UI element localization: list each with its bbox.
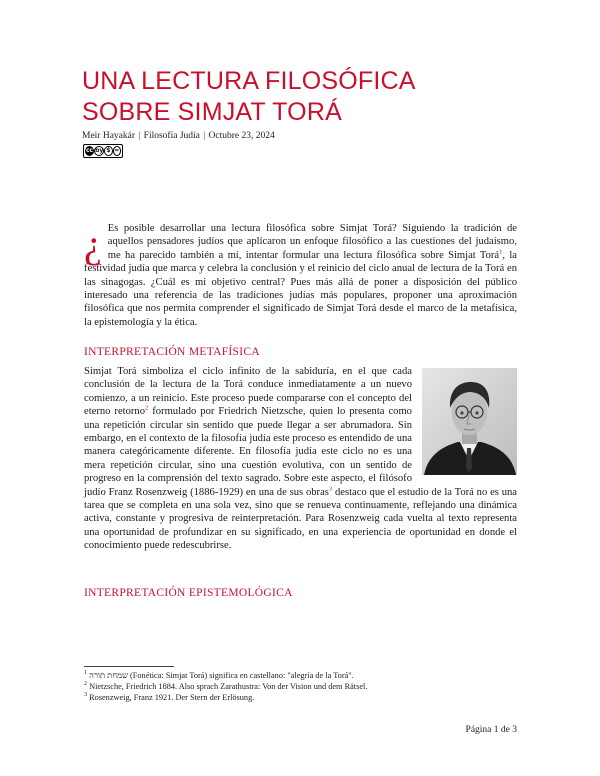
meta-separator: |: [138, 131, 141, 141]
footnote-number: 1: [84, 670, 87, 677]
title-line-1: UNA LECTURA FILOSÓFICA: [82, 67, 416, 95]
intro-paragraph: [84, 222, 517, 329]
section-heading-epistemologica: INTERPRETACIÓN EPISTEMOLÓGICA: [84, 587, 293, 599]
footnote-ref-1[interactable]: 1: [499, 248, 503, 256]
footnote-ref-3[interactable]: 3: [328, 485, 333, 493]
section-text-part: formulado por Friedrich Nietzsche, quien lo presenta como una repetición circular sin sentido que puede llegar a ser abrumadora. Sin embargo, en el contexto de la filosofía judía este proceso es entendido de una manera categóricamente diferente. En filosofía judía este ciclo no es una mera repetición circular, sino una cuestión evolutiva, con un sentido de progreso en la comprensión del texto sagrado. Sobre este aspecto, el filósofo judío Franz Rosenzweig (1886-1929) en una de sus obras: [84, 406, 412, 498]
footnote-text: Rosenzweig, Franz 1921. Der Stern der Erlösung.: [89, 693, 255, 702]
article-title: [82, 66, 522, 128]
page-number: Página 1 de 3: [465, 725, 517, 735]
section-text-part: destaco que el estudio de la Torá no es una tarea que se completa en una sola vez, sino que se renueva continuamente, reflejando una dinámica activa, constante y progresiva de reinterpretación. Para Rosenzweig cada vuelta al texto representa una oportunidad de profundizar en su significado, en una experiencia de oportunidad en donde el conocimiento puede redescubrirse.: [84, 486, 517, 552]
attribution-icon: by: [95, 147, 104, 154]
intro-text-part: , la festividad judía que marca y celebra la conclusión y el reinicio del ciclo anual de lectura de la Torá en las sinagogas. ¿Cuál es mi objetivo central? Pues más allá de poner a disposición del público interesado una referencia de las tradiciones judías más populares, proponer una aproximación filosófica que nos permita comprender el significado de Simjat Torá desde el marco de la metafísica, la epistemología y la ética.: [84, 249, 517, 328]
meta-separator: |: [203, 131, 206, 141]
footnote-number: 3: [84, 692, 87, 699]
article-meta: [82, 130, 522, 142]
author-name: Meir Hayakár: [82, 131, 136, 141]
portrait-image: [422, 368, 517, 475]
section-metafisica-body: [84, 365, 517, 553]
footnote-text: Nietzsche, Friedrich 1884. Also sprach Zarathustra: Von der Vision und dem Rätsel.: [89, 682, 368, 691]
portrait-photo: [422, 368, 517, 475]
title-line-2: SOBRE SIMJAT TORÁ: [82, 98, 342, 126]
drop-cap: ¿: [84, 221, 102, 266]
section-text-part: Simjat Torá simboliza el ciclo infinito de la sabiduría, en el que cada conclusión de la lectura de la Torá conduce inmediatamente a un nuevo comienzo, a un reinicio. Este proceso puede compararse con el concepto del eterno retorno: [84, 366, 412, 418]
intro-text: [84, 222, 517, 329]
creative-commons-icon: [83, 144, 123, 158]
section-heading-metafisica: INTERPRETACIÓN METAFÍSICA: [84, 346, 260, 358]
publish-date: Octubre 23, 2024: [208, 131, 275, 141]
intro-text-part: Es posible desarrollar una lectura filosófica sobre Simjat Torá? Siguiendo la tradición de aquellos pensadores judíos que aplicaron un enfoque filosófico a las cuestiones del judaísmo, me ha parecido también a mí, intentar formular una lectura filosófica sobre Simjat Torá: [107, 223, 517, 261]
footnote-item: [84, 670, 517, 681]
noncommercial-icon: $: [104, 146, 112, 156]
footnote-text: שמחת תורה (Fonética: Simjat Torá) significa en castellano: "alegría de la Torá".: [89, 671, 354, 680]
footnote-divider: [84, 666, 174, 667]
footnote-ref-2[interactable]: 2: [145, 404, 149, 412]
category-label: Filosofía Judía: [143, 131, 200, 141]
footnotes: [84, 670, 517, 703]
cc-symbol-icon: cc: [86, 147, 94, 154]
footnote-item: [84, 692, 517, 703]
footnote-number: 2: [84, 681, 87, 688]
sharealike-icon: =: [114, 147, 120, 154]
footnote-item: [84, 681, 517, 692]
